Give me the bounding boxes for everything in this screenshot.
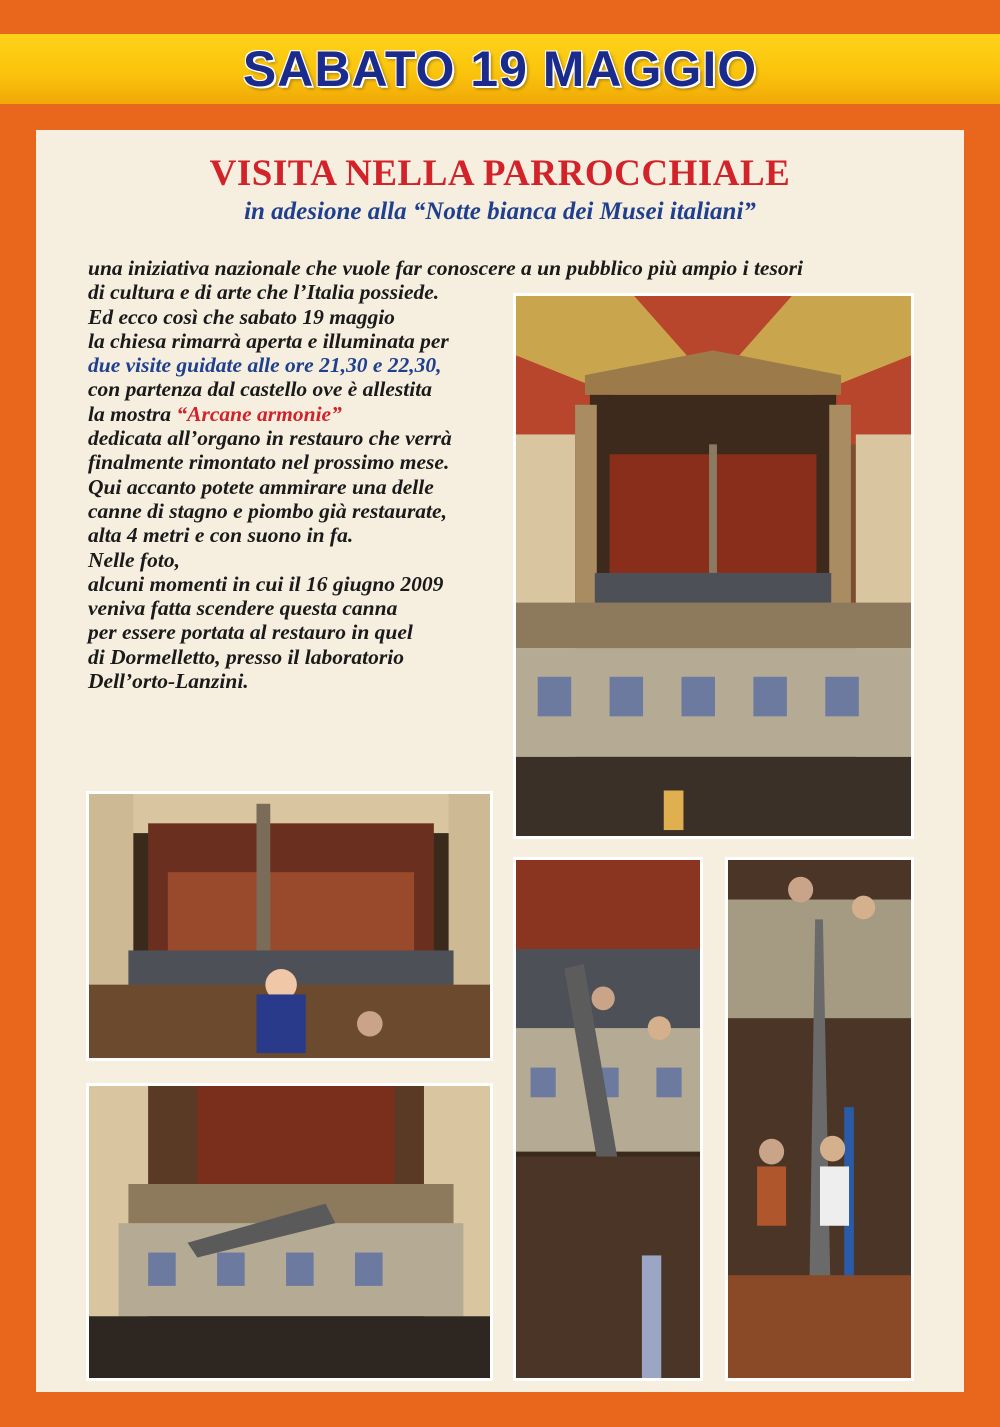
- photo-organ-interior: [86, 791, 493, 1061]
- body-line: veniva fatta scendere questa canna: [88, 596, 398, 621]
- body-line: finalmente rimontato nel prossimo mese.: [88, 450, 450, 475]
- body-line-highlight-visits: due visite guidate alle ore 21,30 e 22,30,: [88, 353, 442, 378]
- body-line: Qui accanto potete ammirare una delle: [88, 474, 434, 499]
- photo-pipe-descending: [513, 857, 703, 1381]
- body-line: di Dormelletto, presso il laboratorio: [88, 644, 404, 669]
- body-line: di cultura e di arte che l’Italia possiede.: [88, 280, 440, 305]
- body-line: Nelle foto,: [88, 547, 180, 572]
- body-line: canne di stagno e piombo già restaurate,: [88, 498, 447, 523]
- exhibition-title: “Arcane armonie”: [176, 401, 342, 426]
- photo-organ-case: [513, 293, 914, 839]
- article-headline: VISITA NELLA PARROCCHIALE: [209, 153, 791, 194]
- banner-title: SABATO 19 MAGGIO: [242, 41, 758, 97]
- body-line: alcuni momenti in cui il 16 giugno 2009: [88, 571, 444, 596]
- body-text-segment: la mostra: [88, 401, 177, 426]
- body-line: con partenza dal castello ove è allestita: [88, 377, 432, 402]
- photo-pipe-upright: [725, 857, 914, 1381]
- photo-pipe-lowering: [86, 1083, 493, 1381]
- body-line: alta 4 metri e con suono in fa.: [88, 523, 354, 548]
- body-line: la chiesa rimarrà aperta e illuminata per: [88, 328, 449, 353]
- body-line: Ed ecco così che sabato 19 maggio: [88, 304, 395, 329]
- body-line: per essere portata al restauro in quel: [88, 620, 413, 645]
- body-line: dedicata all’organo in restauro che verrà: [88, 426, 452, 451]
- article-subheadline: in adesione alla “Notte bianca dei Musei italiani”: [244, 198, 756, 225]
- body-line: una iniziativa nazionale che vuole far conoscere a un pubblico più ampio i tesori: [88, 256, 803, 280]
- date-banner: [0, 34, 1000, 104]
- body-line: Dell’orto-Lanzini.: [88, 669, 249, 694]
